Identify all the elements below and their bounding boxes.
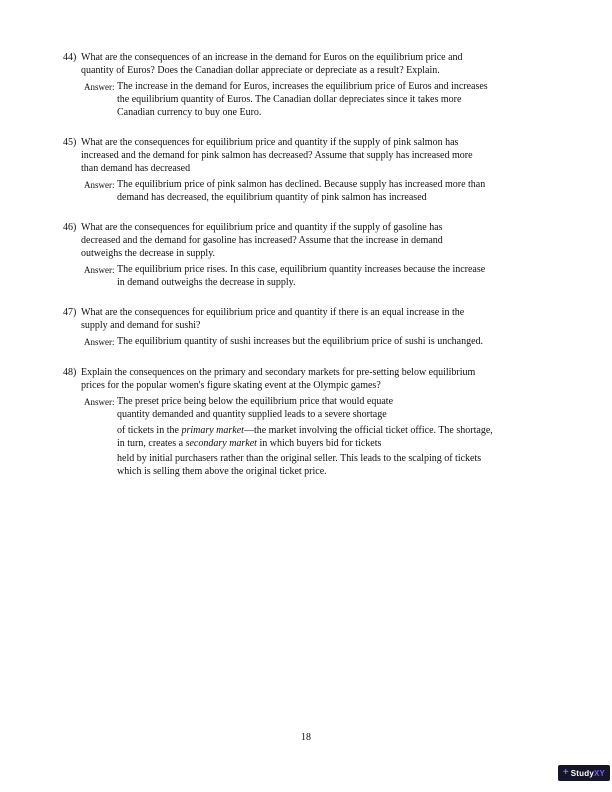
italic-term-primary-market: primary market — [181, 425, 244, 436]
answer-line: The equilibrium quantity of sushi increases but the equilibrium price of sushi is unchanged. — [117, 336, 484, 347]
question-number: 45) — [63, 137, 77, 148]
answer — [84, 263, 493, 289]
question-number: 44) — [63, 52, 77, 63]
question-block-48 — [63, 366, 493, 478]
answer-line: held by initial purchasers rather than the original seller. This leads to the scalping of tickets — [117, 453, 482, 464]
answer-line: in demand outweighs the decrease in supply. — [117, 277, 296, 288]
question-line: What are the consequences for equilibrium price and quantity if the supply of pink salmon has — [81, 137, 459, 148]
answer-segment: in which buyers bid for tickets — [256, 438, 382, 449]
answer-segment: —the market involving the official ticket office. The shortage, — [243, 425, 493, 436]
answer-line: Canadian currency to buy one Euro. — [117, 107, 262, 118]
answer-line: demand has decreased, the equilibrium quantity of pink salmon has increased — [117, 192, 427, 203]
answer-line: quantity demanded and quantity supplied leads to a severe shortage — [117, 409, 387, 420]
plus-icon: + — [562, 767, 569, 778]
question-line: quantity of Euros? Does the Canadian dollar appreciate or depreciate as a result? Explain. — [81, 65, 440, 76]
answer-text — [117, 80, 493, 119]
question-block-45 — [63, 136, 493, 204]
question-line: decreased and the demand for gasoline has increased? Assume that the increase in demand — [81, 235, 443, 246]
question-line: prices for the popular women's figure skating event at the Olympic games? — [81, 380, 381, 391]
page-content — [63, 51, 493, 495]
answer — [84, 80, 493, 119]
question-block-44 — [63, 51, 493, 119]
answer-text — [117, 178, 493, 204]
answer — [84, 178, 493, 204]
brand-study-text: Study — [570, 768, 594, 778]
question-line: supply and demand for sushi? — [81, 320, 201, 331]
answer-label: Answer: — [84, 180, 115, 190]
page-number: 18 — [301, 732, 311, 743]
answer-line: The preset price being below the equilibrium price that would equate — [117, 396, 394, 407]
question-number: 47) — [63, 307, 77, 318]
answer-label: Answer: — [84, 265, 115, 275]
question-text — [81, 221, 493, 289]
answer-label: Answer: — [84, 82, 115, 92]
question-block-47 — [63, 306, 493, 349]
question-line: What are the consequences of an increase in the demand for Euros on the equilibrium price and — [81, 52, 463, 63]
question-line: increased and the demand for pink salmon has decreased? Assume that supply has increased more — [81, 150, 473, 161]
question-line: What are the consequences for equilibrium price and quantity if there is an equal increase in the — [81, 307, 465, 318]
answer-label: Answer: — [84, 337, 115, 347]
answer-line — [117, 424, 493, 437]
answer-line: which is selling them above the original ticket price. — [117, 466, 327, 477]
answer-line — [117, 437, 493, 450]
answer-line: the equilibrium quantity of Euros. The Canadian dollar depreciates since it takes more — [117, 94, 462, 105]
question-text — [81, 51, 493, 119]
question-text — [81, 306, 493, 349]
answer-line: The increase in the demand for Euros, increases the equilibrium price of Euros and increases — [117, 81, 488, 92]
studyxy-badge[interactable] — [558, 765, 610, 781]
answer-text — [117, 263, 493, 289]
question-line: than demand has decreased — [81, 163, 191, 174]
answer-line: The equilibrium price of pink salmon has declined. Because supply has increased more than — [117, 179, 486, 190]
answer-text — [117, 335, 493, 349]
question-number: 46) — [63, 222, 77, 233]
brand-xy-text: XY — [594, 768, 606, 778]
question-text — [81, 136, 493, 204]
answer — [84, 395, 493, 478]
answer-label: Answer: — [84, 397, 115, 407]
question-line: What are the consequences for equilibrium price and quantity if the supply of gasoline has — [81, 222, 443, 233]
question-line: outweighs the decrease in supply. — [81, 248, 216, 259]
question-number: 48) — [63, 367, 77, 378]
answer-line: The equilibrium price rises. In this case, equilibrium quantity increases because the increase — [117, 264, 486, 275]
answer — [84, 335, 493, 349]
answer-segment: of tickets in the — [117, 425, 182, 436]
italic-term-secondary-market: secondary market — [185, 438, 257, 449]
question-block-46 — [63, 221, 493, 289]
question-line: Explain the consequences on the primary and secondary markets for pre-setting below equilibrium — [81, 367, 476, 378]
question-text — [81, 366, 493, 478]
answer-segment: in turn, creates a — [117, 438, 186, 449]
answer-text — [117, 395, 493, 478]
